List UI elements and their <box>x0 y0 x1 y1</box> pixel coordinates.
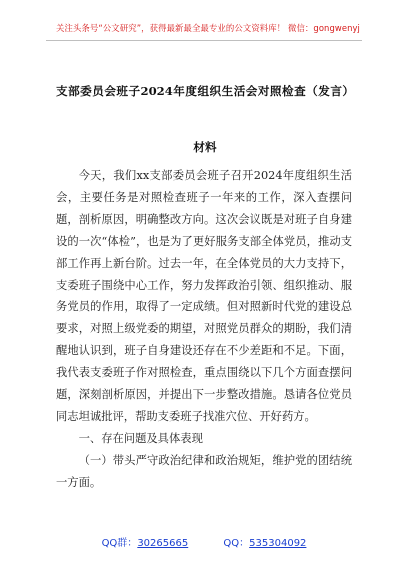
header-divider <box>46 40 362 41</box>
section-heading: 一、存在问题及具体表现 <box>78 431 203 445</box>
body-paragraph-intro: 今天，我们xx支部委员会班子召开2024年度组织生活会，主要任务是对照检查班子一年来的工作，深入查摆问题，剖析原因，明确整改方向。这次会议既是对班子自身建设的一次“体检”，也是为了更好服务支部全体党员，推动支部工作再上新台阶。过去一年，在全体党员的大力支持下，支委班子围绕中心工作，努力发挥政治引领、组织推动、服务党员的作用，取得了一定成绩。但对照新时代党的建设总要求，对照上级党委的期望，对照党员群众的期盼，我们清醒地认识到，班子自身建设还存在不少差距和不足。下面，我代表支委班子作对照检查，重点围绕以下几个方面查摆问题，深刻剖析原因，并提出下一步整改措施。恳请各位党员同志坦诚批评，帮助支委班子找准穴位、开好药方。 <box>56 169 352 423</box>
document-body <box>56 165 352 494</box>
qq-contact <box>223 534 306 549</box>
qq-group-label: QQ群： <box>101 538 138 549</box>
qq-number-link[interactable]: 535304092 <box>249 538 307 549</box>
footer-contact <box>0 534 408 549</box>
subsection-heading: （一）带头严守政治纪律和政治规矩，维护党的团结统一方面。 <box>56 453 352 489</box>
document-title: 支部委员会班子2024年度组织生活会对照检查（发言）材料 <box>56 84 354 154</box>
header-notice: 关注头条号“公文研究”，获得最新最全最专业的公文资料库！ 微信：gongwenyj <box>56 23 360 33</box>
qq-label: QQ： <box>223 538 250 549</box>
qq-group-contact <box>102 534 189 549</box>
qq-group-number-link[interactable]: 30265665 <box>137 538 189 549</box>
